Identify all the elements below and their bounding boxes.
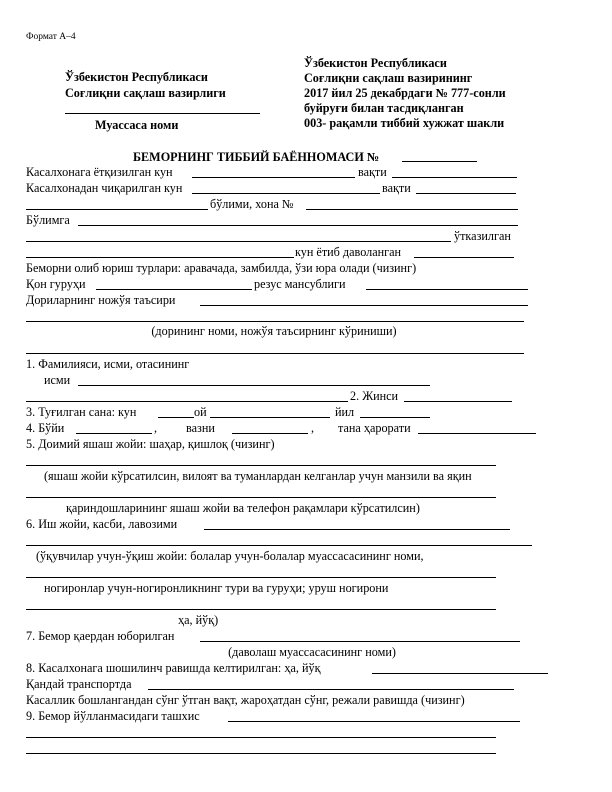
transferred-label: ўтказилган (454, 229, 511, 243)
item7-label: 7. Бемор қаердан юборилган (26, 629, 175, 643)
days-treated-extra-field[interactable] (414, 257, 514, 258)
workplace-field-2[interactable] (26, 545, 532, 546)
diagnosis-field[interactable] (228, 721, 520, 722)
side-effects-field[interactable] (200, 305, 528, 306)
birth-month-field[interactable] (210, 417, 330, 418)
item5-note1: (яшаш жойи кўрсатилсин, вилоят ва туманлардан келганлар учун манзили ва яқин (44, 469, 472, 483)
side-effects-field-2[interactable] (26, 321, 524, 322)
item6-note1: (ўқувчилар учун-ўқиш жойи: болалар учун-болалар муассасасининг номи, (36, 549, 424, 563)
days-treated-label: кун ётиб даволанган (295, 245, 402, 259)
blood-group-field[interactable] (96, 289, 252, 290)
approval-order-date: 2017 йил 25 декабрдаги № 777-сонли (304, 86, 506, 100)
blood-group-label: Қон гуруҳи (26, 277, 86, 291)
department-field[interactable] (26, 209, 208, 210)
gender-field[interactable] (404, 401, 512, 402)
discharged-date-field[interactable] (192, 193, 380, 194)
comma: , (154, 421, 158, 435)
transport-field[interactable] (148, 689, 514, 690)
workplace-field-4[interactable] (26, 609, 496, 610)
diagnosis-field-3[interactable] (26, 753, 496, 754)
item8-time: Касаллик бошлангандан сўнг ўтган вақт, жароҳатдан сўнг, режали равишда (чизинг) (26, 693, 465, 707)
admitted-time-field[interactable] (392, 177, 517, 178)
workplace-field[interactable] (204, 529, 510, 530)
item1-cont: исми (44, 373, 71, 387)
days-treated-field[interactable] (26, 257, 294, 258)
rhesus-field[interactable] (366, 289, 528, 290)
item5-note2: қариндошларининг яшаш жойи ва телефон рақамлари кўрсатилсин) (66, 501, 420, 515)
emergency-field[interactable] (372, 673, 548, 674)
address-field-2[interactable] (26, 497, 496, 498)
department-label: Бўлимга (26, 213, 70, 227)
item4-temp-label: тана ҳарорати (338, 421, 411, 435)
approval-country: Ўзбекистон Республикаси (304, 56, 447, 70)
discharged-time-field[interactable] (416, 193, 516, 194)
full-name-field-2[interactable] (26, 401, 348, 402)
item6-label: 6. Иш жойи, касби, лавозими (26, 517, 178, 531)
room-number-field[interactable] (306, 209, 518, 210)
item9-label: 9. Бемор йўлланмасидаги ташхис (26, 709, 200, 723)
item2-gender-label: 2. Жинси (350, 389, 399, 403)
referred-from-field[interactable] (200, 641, 520, 642)
record-number-field[interactable] (402, 161, 477, 162)
weight-field[interactable] (232, 433, 308, 434)
item5-label: 5. Доимий яшаш жойи: шаҳар, қишлоқ (чизинг) (26, 437, 275, 451)
admitted-label: Касалхонага ётқизилган кун (26, 165, 173, 179)
item4-weight-label: вазни (186, 421, 215, 435)
institution-name-field[interactable] (65, 113, 260, 114)
ministry-country: Ўзбекистон Республикаси (65, 70, 208, 84)
item3-year-label: йил (335, 405, 355, 419)
side-effects-caption: (дорининг номи, ножўя таъсирнинг кўриниши) (151, 324, 397, 338)
temperature-field[interactable] (418, 433, 536, 434)
item4-label: 4. Бўйи (26, 421, 65, 435)
admitted-date-field[interactable] (192, 177, 355, 178)
item6-note2: ногиронлар учун-ногиронликнинг тури ва гуруҳи; уруш ногирони (44, 581, 389, 595)
item1-label: 1. Фамилияси, исми, отасининг (26, 357, 190, 371)
item6-note3: ҳа, йўқ) (178, 613, 219, 627)
transport-label: Қандай транспортда (26, 677, 132, 691)
format-label: Формат А–4 (26, 32, 76, 42)
transferred-field[interactable] (26, 241, 451, 242)
item3-month-label: ой (194, 405, 207, 419)
workplace-field-3[interactable] (26, 577, 496, 578)
height-field[interactable] (76, 433, 152, 434)
ministry-name: Соғлиқни сақлаш вазирлиги (65, 86, 226, 100)
item8-label: 8. Касалхонага шошилинч равишда келтирилган: ҳа, йўқ (26, 661, 321, 675)
approval-doc-number: 003- рақамли тиббий хужжат шакли (304, 116, 505, 130)
rhesus-label: резус мансублиги (254, 277, 346, 291)
item7-caption: (даволаш муассасасининг номи) (228, 645, 396, 659)
blank-line[interactable] (26, 353, 524, 354)
discharged-label: Касалхонадан чиқарилган кун (26, 181, 183, 195)
diagnosis-field-2[interactable] (26, 737, 496, 738)
discharged-time-label: вақти (382, 181, 411, 195)
approval-approved: буйруғи билан тасдиқланган (304, 101, 464, 115)
admitted-time-label: вақти (358, 165, 387, 179)
birth-day-field[interactable] (158, 417, 194, 418)
form-title: БЕМОРНИНГ ТИББИЙ БАЁННОМАСИ № (133, 150, 380, 164)
item3-label: 3. Туғилган сана: кун (26, 405, 137, 419)
department-to-field[interactable] (78, 225, 518, 226)
approval-minister: Соғлиқни сақлаш вазирининг (304, 71, 473, 85)
transport-types: Беморни олиб юриш турлари: аравачада, замбилда, ўзи юра олади (чизинг) (26, 261, 417, 275)
comma: , (311, 421, 315, 435)
full-name-field[interactable] (78, 385, 430, 386)
department-room-label: бўлими, хона № (210, 197, 294, 211)
side-effects-label: Дориларнинг ножўя таъсири (26, 293, 176, 307)
address-field[interactable] (26, 465, 496, 466)
birth-year-field[interactable] (360, 417, 430, 418)
institution-caption: Муассаса номи (95, 118, 179, 132)
